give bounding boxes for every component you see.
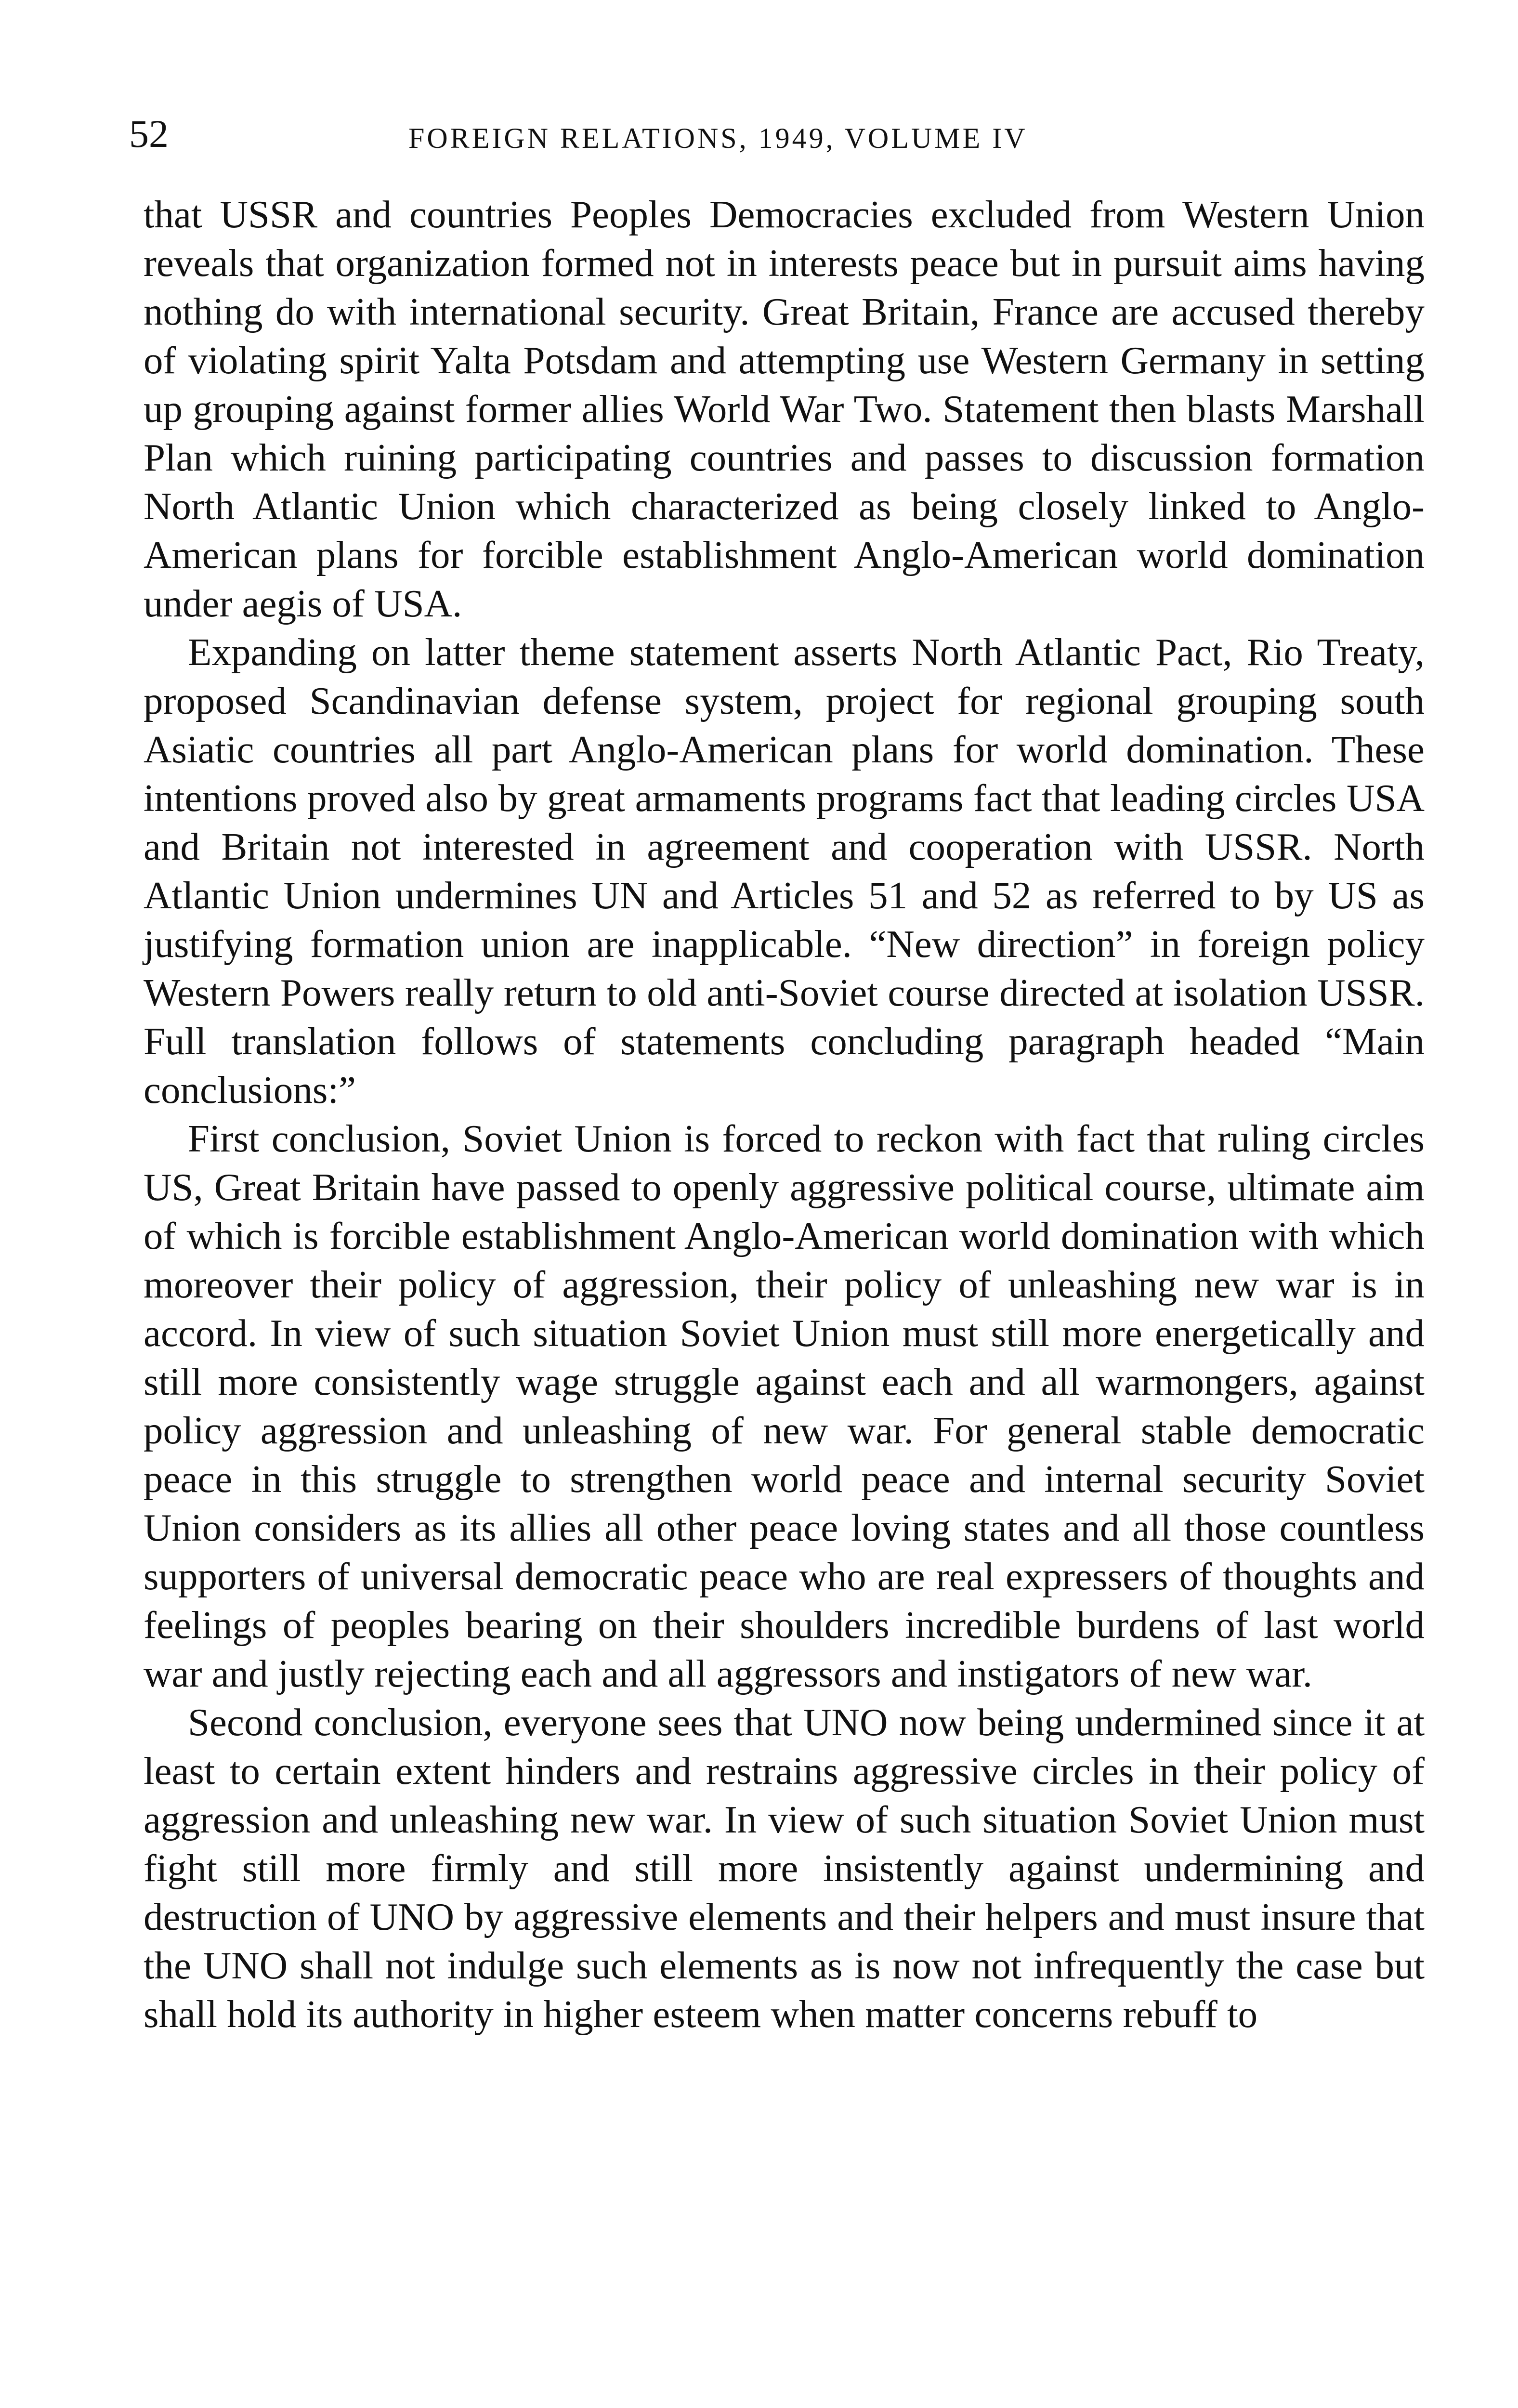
page-header (129, 110, 1425, 168)
page-number: 52 (129, 112, 169, 156)
running-title: FOREIGN RELATIONS, 1949, VOLUME IV (408, 122, 1028, 154)
paragraph-4: Second conclusion, everyone sees that UNO now being undermined since it at least to certain extent hinders and restrains aggressive circles in their policy of aggression and unleashing new war. In view of such situation Soviet Union must fight still more firmly and still more insistently against undermining and destruction of UNO by aggressive elements and their helpers and must insure that the UNO shall not indulge such elements as is now not infrequently the case but shall hold its authority in higher esteem when matter concerns rebuff to (144, 1701, 1425, 2036)
paragraph-3: First conclusion, Soviet Union is forced to reckon with fact that ruling circles US, Great Britain have passed to openly aggressive political course, ultimate aim of which is forcible establishment Anglo-American world domination with which moreover their policy of aggression, their policy of unleashing new war is in accord. In view of such situation Soviet Union must still more energetically and still more consistently wage struggle against each and all warmongers, against policy aggression and unleashing of new war. For general stable democratic peace in this struggle to strengthen world peace and internal security Soviet Union considers as its allies all other peace loving states and all those countless supporters of universal democratic peace who are real expressers of thoughts and feelings of peoples bearing on their shoulders incredible burdens of last world war and justly rejecting each and all aggressors and instigators of new war. (144, 1117, 1425, 1695)
body-text (144, 190, 1425, 2039)
paragraph-1: that USSR and countries Peoples Democracies excluded from Western Union reveals that organization formed not in interests peace but in pursuit aims having nothing do with international security. Great Britain, France are accused thereby of violating spirit Yalta Potsdam and attempting use Western Germany in setting up grouping against former allies World War Two. Statement then blasts Marshall Plan which ruining participating countries and passes to discussion formation North Atlantic Union which characterized as being closely linked to Anglo-American plans for forcible establishment Anglo-American world domination under aegis of USA. (144, 193, 1425, 625)
paragraph-2: Expanding on latter theme statement asserts North Atlantic Pact, Rio Treaty, proposed Scandinavian defense system, project for regional grouping south Asiatic countries all part Anglo-American plans for world domination. These intentions proved also by great armaments programs fact that leading circles USA and Britain not interested in agreement and cooperation with USSR. North Atlantic Union undermines UN and Articles 51 and 52 as referred to by US as justifying formation union are inapplicable. “New direction” in foreign policy Western Powers really return to old anti-Soviet course directed at isolation USSR. Full translation follows of statements concluding paragraph headed “Main conclusions:” (144, 630, 1425, 1112)
